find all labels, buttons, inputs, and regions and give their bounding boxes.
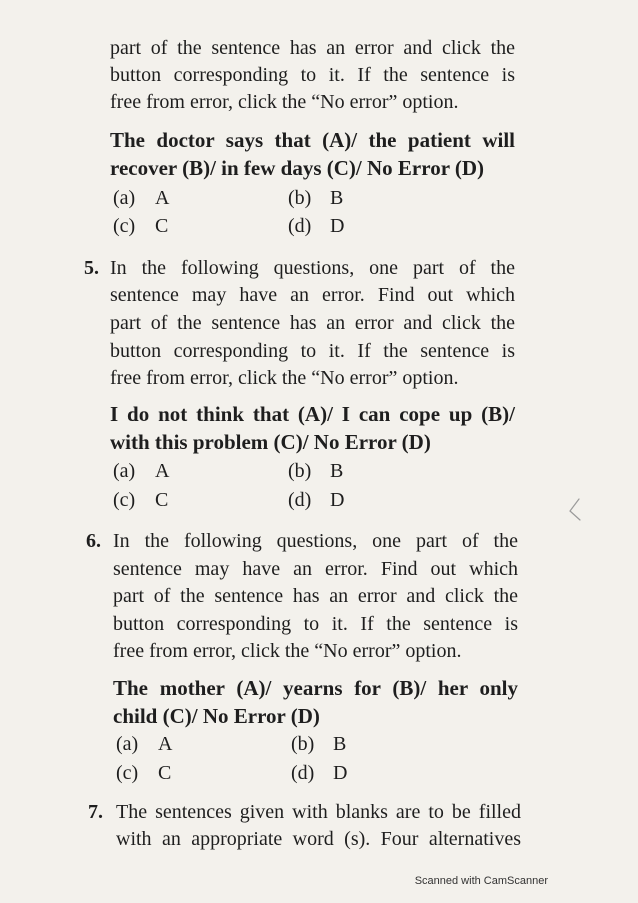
scanner-watermark: Scanned with CamScanner — [414, 875, 548, 887]
q6-option-a: (a) A — [116, 733, 173, 755]
q5-line-3: part of the sentence has an error and click the — [110, 312, 515, 334]
q6-sentence-line-1: The mother (A)/ yearns for (B)/ her only — [113, 676, 518, 700]
pen-mark — [565, 495, 587, 523]
q6-line-3: part of the sentence has an error and click the — [113, 585, 518, 607]
q6-line-4: button corresponding to it. If the sentence is — [113, 613, 518, 635]
q5-sentence-line-2: with this problem (C)/ No Error (D) — [110, 430, 431, 454]
q6-line-1: In the following questions, one part of the — [113, 530, 518, 552]
q7-number: 7. — [88, 801, 103, 823]
q7-line-2: with an appropriate word (s). Four alternatives — [116, 828, 521, 850]
q4-sentence-line-2: recover (B)/ in few days (C)/ No Error (D) — [110, 156, 485, 180]
q5-option-b: (b) B — [288, 460, 344, 482]
q5-line-2: sentence may have an error. Find out which — [110, 284, 515, 306]
intro-line-3: free from error, click the “No error” option. — [110, 91, 459, 113]
q4-sentence-line-1: The doctor says that (A)/ the patient will — [110, 128, 515, 152]
q5-option-a: (a) A — [113, 460, 170, 482]
q6-line-2: sentence may have an error. Find out which — [113, 558, 518, 580]
intro-line-2: button corresponding to it. If the sentence is — [110, 64, 515, 86]
intro-line-1: part of the sentence has an error and click the — [110, 37, 515, 59]
q5-line-1: In the following questions, one part of the — [110, 257, 515, 279]
q6-option-d: (d) D — [291, 762, 348, 784]
q6-option-b: (b) B — [291, 733, 347, 755]
q5-option-c: (c) C — [113, 489, 169, 511]
q5-option-d: (d) D — [288, 489, 345, 511]
q4-option-a: (a) A — [113, 187, 170, 209]
q5-line-4: button corresponding to it. If the sentence is — [110, 340, 515, 362]
q4-option-c: (c) C — [113, 215, 169, 237]
q4-option-d: (d) D — [288, 215, 345, 237]
q6-option-c: (c) C — [116, 762, 172, 784]
q6-number: 6. — [86, 530, 101, 552]
q5-sentence-line-1: I do not think that (A)/ I can cope up (B)/ — [110, 402, 515, 426]
q4-option-b: (b) B — [288, 187, 344, 209]
q5-line-5: free from error, click the “No error” option. — [110, 367, 459, 389]
q5-number: 5. — [84, 257, 99, 279]
q7-line-1: The sentences given with blanks are to be filled — [116, 801, 521, 823]
q6-line-5: free from error, click the “No error” option. — [113, 640, 462, 662]
q6-sentence-line-2: child (C)/ No Error (D) — [113, 704, 320, 728]
